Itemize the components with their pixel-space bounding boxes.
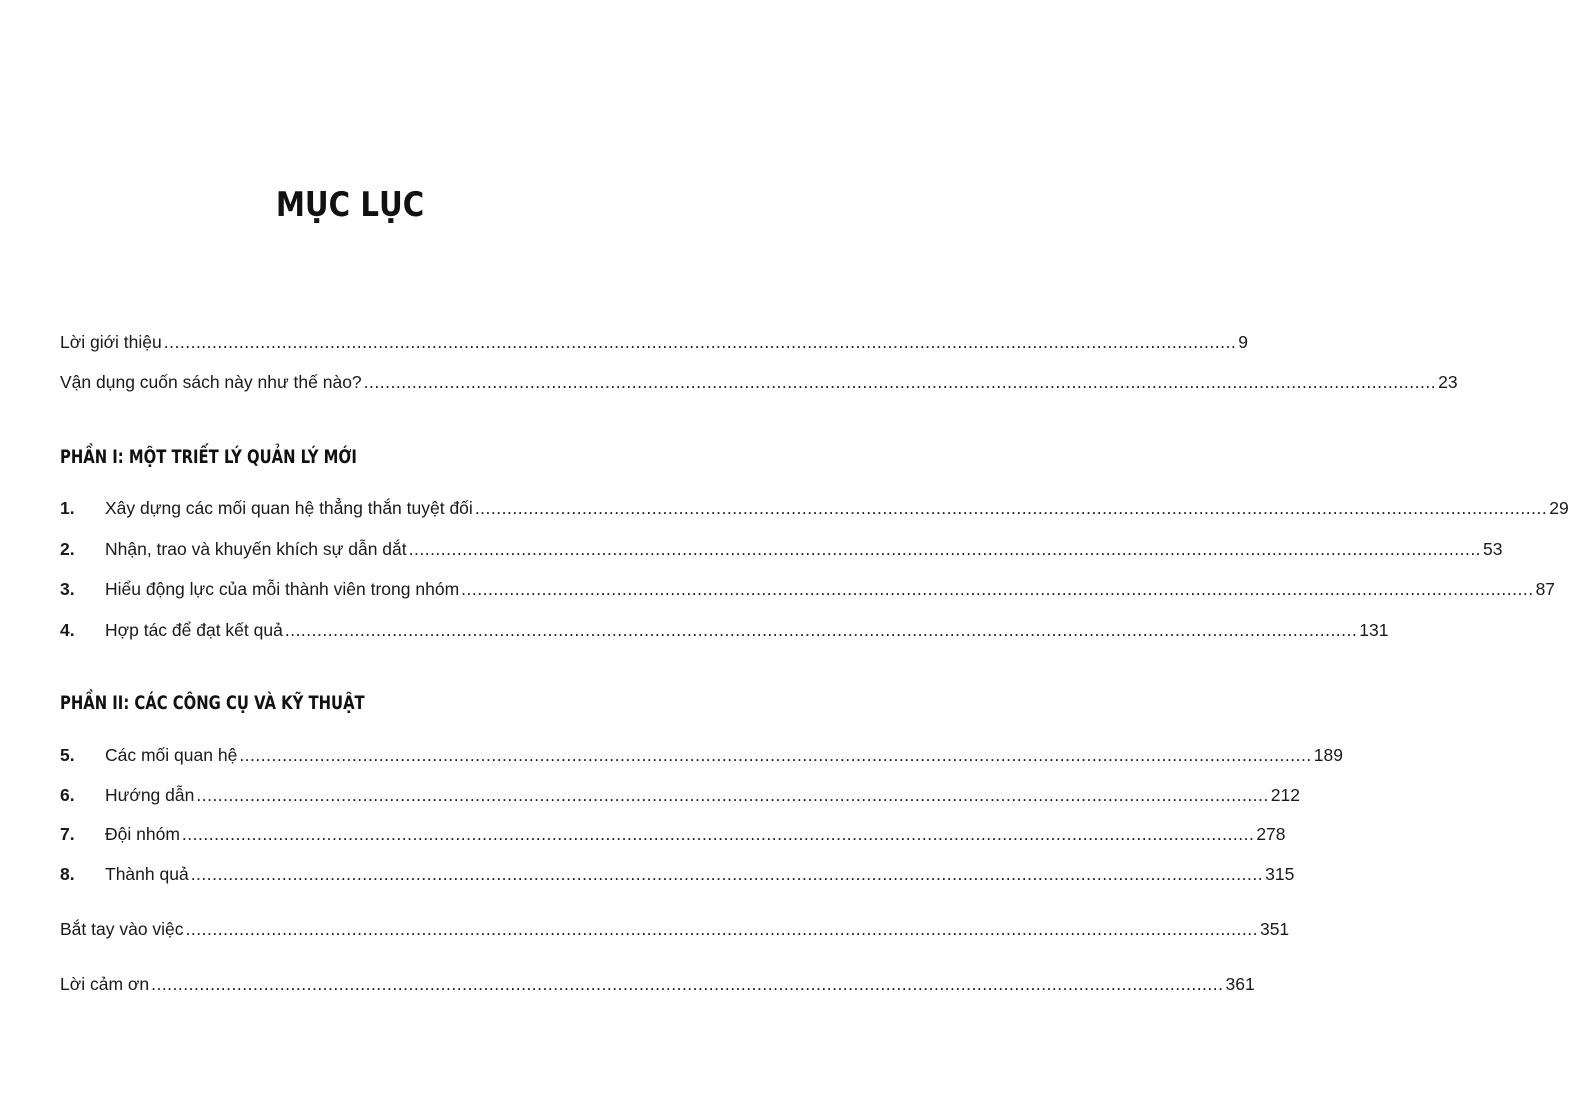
toc-entry-page: 87 <box>1535 579 1556 599</box>
toc-entry-label: Lời cảm ơn <box>60 974 150 994</box>
toc-entry-page: 131 <box>1359 620 1389 640</box>
leader-dots: ........................................................................................................................................................................................................ <box>185 919 1258 939</box>
toc-entry-label: Thành quả <box>105 864 189 884</box>
toc-entry <box>60 917 1290 941</box>
toc-entry <box>60 972 1255 996</box>
chapter-number: 3. <box>60 579 75 599</box>
toc-entry-page: 351 <box>1259 919 1290 939</box>
toc-entry-label: Xây dựng các mối quan hệ thẳng thắn tuyệt đối <box>105 498 473 518</box>
toc-entry-label: Bắt tay vào việc <box>60 919 184 939</box>
toc-entry <box>60 862 1295 886</box>
toc-entry-label: Lời giới thiệu <box>60 332 162 352</box>
chapter-number: 4. <box>60 620 75 640</box>
toc-entry-page: 53 <box>1483 539 1503 559</box>
toc-entry-page: 23 <box>1438 372 1458 392</box>
leader-dots: ........................................................................................................................................................................................................ <box>181 824 1255 844</box>
chapter-number: 6. <box>60 785 75 805</box>
leader-dots: ........................................................................................................................................................................................................ <box>284 620 1358 640</box>
toc-entry-label: Đội nhóm <box>105 824 180 844</box>
leader-dots: ........................................................................................................................................................................................................ <box>363 372 1437 392</box>
leader-dots: ........................................................................................................................................................................................................ <box>190 864 1264 884</box>
toc-entry-label: Vận dụng cuốn sách này như thế nào? <box>60 372 362 392</box>
chapter-number: 2. <box>60 539 75 559</box>
toc-entry-page: 278 <box>1256 824 1286 844</box>
part-heading: PHẦN I: MỘT TRIẾT LÝ QUẢN LÝ MỚI <box>60 446 357 468</box>
toc-entry <box>60 822 1286 846</box>
toc-entry-label: Các mối quan hệ <box>105 745 238 765</box>
leader-dots: ........................................................................................................................................................................................................ <box>163 332 1237 352</box>
toc-entry-label: Hợp tác để đạt kết quả <box>105 620 283 640</box>
chapter-number: 7. <box>60 824 75 844</box>
chapter-number: 1. <box>60 498 75 518</box>
toc-entry-label: Hướng dẫn <box>105 785 195 805</box>
toc-entry-page: 29 <box>1549 498 1569 518</box>
leader-dots: ........................................................................................................................................................................................................ <box>151 974 1224 994</box>
leader-dots: ........................................................................................................................................................................................................ <box>461 579 1534 599</box>
toc-entry <box>60 537 1503 561</box>
page-title: MỤC LỤC <box>275 185 425 225</box>
part-heading: PHẦN II: CÁC CÔNG CỤ VÀ KỸ THUẬT <box>60 692 365 714</box>
toc-entry <box>60 783 1300 807</box>
toc-entry-page: 189 <box>1313 745 1343 765</box>
toc-entry <box>60 496 1569 520</box>
toc-entry <box>60 743 1343 767</box>
toc-entry-page: 361 <box>1225 974 1255 994</box>
toc-entry-page: 212 <box>1270 785 1300 805</box>
toc-entry <box>60 370 1458 394</box>
leader-dots: ........................................................................................................................................................................................................ <box>408 539 1482 559</box>
toc-entry-page: 9 <box>1238 332 1248 352</box>
leader-dots: ........................................................................................................................................................................................................ <box>239 745 1312 765</box>
leader-dots: ........................................................................................................................................................................................................ <box>196 785 1269 805</box>
toc-entry-label: Nhận, trao và khuyến khích sự dẫn dắt <box>105 539 407 559</box>
toc-entry <box>60 330 1248 354</box>
leader-dots: ........................................................................................................................................................................................................ <box>474 498 1548 518</box>
toc-entry <box>60 618 1389 642</box>
toc-entry <box>60 577 1556 601</box>
chapter-number: 5. <box>60 745 75 765</box>
toc-entry-page: 315 <box>1265 864 1295 884</box>
chapter-number: 8. <box>60 864 75 884</box>
toc-entry-label: Hiểu động lực của mỗi thành viên trong nhóm <box>105 579 460 599</box>
